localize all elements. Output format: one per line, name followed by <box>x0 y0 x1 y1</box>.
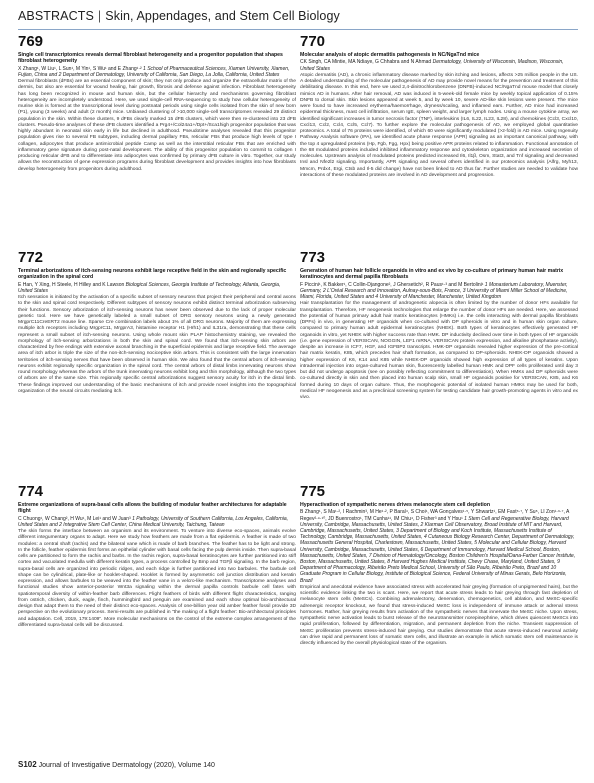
abstract-770 <box>300 34 578 238</box>
header-rule <box>18 29 578 30</box>
abstract-773 <box>300 250 578 474</box>
running-header: ABSTRACTS | Skin, Appendages, and Stem Cell Biology <box>18 9 340 23</box>
page-footer <box>18 760 215 769</box>
abstract-title: Extreme organizations of supra-basal cells allows the building of modular feather architectures for adaptable flight <box>18 502 287 515</box>
header-section: ABSTRACTS <box>18 9 94 23</box>
abstract-769 <box>18 34 296 238</box>
abstract-body: The skin forms the interface between an organism and its environment. To venture into diverse eco-spaces, animals evolve different integumentary organs to adapt. Here we study how feathers are made from a flat epidermis. A feather is made of two modules: a central shaft (rachis) and the bilateral vane which is made of barb branches. The feather has to be light and strong. In the follicle, feather epidermis first forms an epithelial cylinder with basal cells facing the pulp dermis inside. Then supra-basal cells are partitioned to form the rachis and barbs. In the rachis region, supra-basal keratinocytes are further partitioned into stiff cortex and vacuolated medulla with different keratin types, a process controlled by Bmp and TGFβ signaling. In the barb region, supra-basal cells are organized into periodic ridges, and each ridge is further partitioned into two barbules. The barbule cell shape can be cylindrical, plate-like or hooklet-shaped. Hooklet is formed by asymmetric cell junction distribution and keratin expression, and allows barbules to be weaved into the feather vane in a velcro-like mechanism. Transcriptome analyses and functional studies show anterior-posterior Wnt3a signaling within the dermal papilla controls barbule cell fates with spatiotemporal diversity of within-feather barb differences. Flight feathers of birds with different flight characteristics, ranging from ostrich, chicken, duck, eagle, finch, hummingbird and penguin are examined and each show optimal bio-architectural design that adapt them to the need of their distinct eco-spaces. Analysis of one-billion year old amber feather fossil provide 3D perspective on the evolutionary process. Semi-results are published in "the making of a flight feather: Bio-architectural principles and adaptation. Cell, 2019, 179:1409". More molecular mechanisms on the control of the extreme complex arrangement of the differentiated supra-basal cells will be discussed. <box>18 529 296 628</box>
header-subtitle: Skin, Appendages, and Stem Cell Biology <box>105 9 340 23</box>
abstract-authors: E Han, Y Xing, H Steele, H Hilley and K Lawson Biological Sciences, Georgia Institute of Technology, Atlanta, Georgia, United States <box>18 281 281 295</box>
abstract-number: 769 <box>18 34 44 50</box>
abstract-title: Terminal arborizations of itch-sensing neurons exhibit large receptive field in the skin and regionally specific organization in the spinal cord <box>18 268 287 281</box>
journal-citation: Journal of Investigative Dermatology (2020), Volume 140 <box>38 762 215 769</box>
abstract-number: 773 <box>300 250 326 266</box>
abstract-authors: X Zhang¹, W Liu¹, L Sun¹, M Yin¹, S Wu¹ and E Zhang¹·² 1 School of Pharmaceutical Sciences, Xiamen University, Xiamen, Fujian, China and 2 Department of Dermatology, University of California, San Diego, La Jolla, California, United States <box>18 65 290 79</box>
abstract-title: Hyperactivation of sympathetic nerves drives melanocyte stem cell depletion <box>300 502 490 508</box>
abstract-number: 770 <box>300 34 326 50</box>
abstract-authors: F Piccini¹, K Bakker¹, C Collin-Djangone², J Ghersetich², R Paus¹·³ and M Bertolini¹ 1 Monasterium Laboratory, Muenster, Germany, 2 L'Oréal Research and Innovation, Aulnay-sous-Bois, France, 3 University of Miami Miller School of Medicine, Miami, Florida, United States and 4 University of Manchester, Manchester, United Kingdom <box>300 281 568 301</box>
abstract-body: Hair transplantation for the management of androgenetic alopecia is often limited by the number of donor HFs available for transplantation. Therefore, HF neogenesis technologies that enlarge the number of donor HFs are needed. Here, we assessed the potential of human primary adult hair matrix keratinocytes (HMKs) i.e. the cells interacting with dermal papilla fibroblasts (DPFs) in vivo, in generating HF organoids when co-cultured with DP spheroids in vitro and in human skin organ culture, compared to primary human adult epidermal keratinocytes (NHEK). Both types of keratinocytes effectively generated HF organoids in vitro, yet NHEK with higher success rate than HMK. DP inductivity declined over time in both types of HF organoids (i.e. gene expression of VERSICAN, NOGGIN, LEF1 mRNA, VERSICAN protein expression, and alkaline phosphatase activity), despite an increase in ICF7, HGF, and IGFBP2 transcripts. HMK-DP organoids revealed higher expression of the pre-cortical hair matrix keratin, K85, which precedes hair shaft formation, as compared to DP-spheroids. NHEK-DP organoids showed a higher expression of K6, K14 and K85 while NHEK-DP organoids showed high expression of all types of keratins. Upon intradermal injection into organ-cultured human skin, fluorescently labelled human HMK and DPF cells proliferated until day 3 but did not undergo apoptosis (see on possibly reflecting commitment to differentiation). When HMKs and DP spheroids were co-cultured directly in skin and then placed into human scalp skin, small HF organoids positive for VERSICAN, K85, and K6 formed during 10 days of organ culture. Thus, the morphogenic potential of isolated human HMKs may be used for both, medical HF neogenesis and as a preclinical screening system for testing candidate hair growth-promoting agents in vitro and ex vivo. <box>300 301 578 401</box>
abstract-title: Single cell transcriptomics reveals dermal fibroblast heterogeneity and a progenitor population that shapes fibroblast heterogeneity <box>18 52 283 65</box>
abstract-body: Atopic dermatitis (AD), a chronic inflammatory disease marked by skin itching and lesions, affects >25 million people in the US. A detailed understanding of the molecular pathogenesis of AD may provide novel means for the prevention and treatment of this debilitating disease. In this end, here we used 2,4-dinitrochlorobenzene (DNFB)-induced NC/NgaTnd mouse model that closely mimics AD in humans. After hair removal, AD was induced in 5-week-old female mice by weekly topical application of 0.15% DNFB to dorsal skin. Skin lesions appeared at week 5, and by week 10, severe AD-like skin lesions were present. The mice were found to have increased erythema/haemorrhage, dryness/scaling, and inflamed ears. Further, AD mice had increased epidermal thickness, mast cell infiltration, serum IgE, spleen weight, and larger lymph nodes. Using a mouse cytokine array, we identified significant increases in tumor necrosis factor (TNF), interleukins (IL6, IL22, IL23, IL28), and chemokines (Ccl3, Cxcl10, Cxcl13, Ccl2, Ccl4, Ccl5, Ccl7). To further explore the molecular pathogenesis of AD, we employed global quantitative proteomics. A total of 76 proteins were identified, of which 60 were significantly modulated (>2-fold) in AD mice. Using Ingenuity Pathway Analysis software (IPA), we identified acute phase response (APR) signaling as an important canonical pathway, with the top 4 upregulated proteins (Hp, Fgb, Fgg, Hpx) being positive APR proteins related to inflammation. Functional annotation of the 68 modulated proteins included inhibited inflammatory response and cytoskeleton organization and increased secretion of molecules. Upstream analysis of modulated proteins predicted increased Il6, Il1β, Osm, Stat3, and Tnf signaling and decreased Insl and Nfe2l2 signaling. Importantly, APR signaling and several others identified in our proteomics analysis (Alfrg, Myh13, Mmcm, Prdx4, Ergi, Ctsb and Il-5 did change) have not been linked to AD thus far. Further studies are needed to validate how interactions of these modulated proteins are involved in AD development and progression. <box>300 72 578 178</box>
abstract-title: Generation of human hair follicle organoids in vitro and ex vivo by co-culture of primary human hair matrix keratinocytes and dermal papilla fibroblasts <box>300 268 564 281</box>
abstract-body: Dermal fibroblasts (dFBs) are an essential component of skin; they not only produce and organize the extracellular matrix of the dermis, but also are essential for wound healing, hair growth, fibrosis and defense against infection. Fibroblast heterogeneity has long been recognized in mouse and human skin, but the cellular hierarchy and mechanisms governing fibroblast heterogeneity are incompletely understood. Here, we used single-cell RNA-sequencing to study how cellular heterogeneity of murine skin is formed at the transcriptional level during postnatal periods using single cells isolated from the skin of new born (P1), young (3 weeks) and adult (2 month) mice. Unbiased clustering of >10,000 single-cell transcriptomes revealed 29 distinct population in the skin. Within these clusters, 9 dFBs clearly marked 15 dFB clusters, which were then re-clustered into 23 dFB clusters. Pseudo-time analyses of these dFB clusters identified a Prg4+/Col24a1+/Dpt+/Sca1high progenitor population that was highly abundant in neonatal skin early in life but declined in adulthood. Pseudotime analyses revealed that this progenitor population gives rise to several FB subtypes, including dermal papillary FBs, reticular FBs that produce high levels of type I collagen, adipocytes that produce antimicrobial peptide Camp as well as the interstitial reticular FBs that are enriched with inflammatory gene signature during post-natal development. The ability of this progenitor population to commit to collagen I producing reticular dFB and to differentiate into adipocytes was confirmed by primary dFB culture in vitro. Together, our study allows the reconstruction of gene expression programs during fibroblast development and provides insights into how fibroblasts develop heterogeneity from progenitors during adulthood. <box>18 79 296 172</box>
abstract-body: Itch sensation is initiated by the activation of a specific subset of sensory neurons that project their peripheral and central axons to the skin and spinal cord respectively. Different subtypes of sensory neurons exhibit distinct terminal arborization subserving their functions. Sensory arborization of itch-sensing neurons has never been observed due to the lack of proper molecular genetic tool. Here we have genetically labeled a small subset of DRG sensory neurons using a newly generated MrgprC11CreERT2 mouse line. Sparse Cre combination labels about 1% of all DRG neurons. Majority of them are expressing multiple itch receptors including MrgprC11, MrgprA3, histamine receptor H1 (Hrh1) and IL31ra, demonstrating that these cells represent a small subset of itch-sensing neurons. Using whole mount skin PLAP histochemistry staining, we revealed the morphology of itch-sensing arborizations in both the skin and spinal cord. We found that itch-sensing skin arbors are characterized by free endings with extensive axonal branching in the superficial epidermis and large receptive field. The average area of itch arbor is triple the size of the non-itch-sensing nociceptive skin arbors. This is consistent with the large innervation territories of itch-sensing nerves that have been observed in human skin. We also found that the central arbors of itch-sensing neurons exhibit regionally specific organization in the spinal cord. The central arbors of distal limbs innervating neurons show round morphology whereas the arbors of the trunk innervating neurons exhibit long and thin morphology, although the two types of arbors are of the same size. This regionally specific central arborizations suggest sensory acuity for itch in the distal limb. These findings improved our understanding of the basic mechanisms of itch and provide novel insights into the topographical organization of the neural circuits mediating itch. <box>18 295 296 394</box>
abstract-772 <box>18 250 296 474</box>
abstract-number: 774 <box>18 484 44 500</box>
abstract-number: 775 <box>300 484 326 500</box>
abstract-number: 772 <box>18 250 44 266</box>
abstract-authors: C Chuong¹, W Chang², H Wu¹, M Lei¹ and W Juan³ 1 Pathology, University of Southern California, Los Angeles, California, United States and 2 Integrative Stem Cell Center, China Medical University, Taichung, Taiwan <box>18 515 289 529</box>
abstract-774 <box>18 484 296 754</box>
abstract-title: Molecular analysis of atopic dermatitis pathogenesis in NC/NgaTnd mice <box>300 52 480 58</box>
page-number: S102 <box>18 760 37 769</box>
abstract-authors: B Zhang¹, S Ma¹·², I Rachmin³, M He¹·², P Baral⁴, S Choi¹, WA Gonçalves¹·⁵, Y Shwartz¹, EM Fast⁶·⁷, Y Su⁸, LI Zon¹·⁶·⁷, A Regev²·⁹·¹⁰, JD Buenrostro¹, TM Cunha¹¹, IM Chiu⁴, D Fisher³ and Y Hsu¹ 1 Stem Cell and Regenerative Biology, Harvard University, Cambridge, Massachusetts, United States, 2 Klarman Cell Observatory, Broad Institute of MIT and Harvard, Cambridge, Massachusetts, United States, 3 Department of Biology and Koch Institute, Massachusetts Institute of Technology, Cambridge, Massachusetts, United States, 4 Cutaneous Biology Research Center, Department of Dermatology, Massachusetts General Hospital, Charlestown, Massachusetts, United States, 5 Molecular and Cellular Biology, Harvard University, Cambridge, Massachusetts, United States, 6 Department of Immunology, Harvard Medical School, Boston, Massachusetts, United States, 7 Division of Hematology/Oncology, Boston Children's Hospital/Dana-Farber Cancer Institute, Boston, Massachusetts, United States, 8 Harvard Hughes Medical Institute, Chevy Chase, Maryland, United States, 9 Department of Pharmacology, Ribeirão Preto Medical School, University of São Paulo, Ribeirão Preto, Brazil and 10 Graduate Program in Cellular Biology, Institute of Biological Science, Federal University of Minas Gerais, Belo Horizonte, Brazil <box>300 509 576 584</box>
abstract-authors: CK Singh, CA Mintie, MA Ndiaye, G Chhabra and N Ahmad Dermatology, University of Wisconsin, Madison, Wisconsin, United States <box>300 59 564 72</box>
abstract-body: Empirical and anecdotal evidence have associated stress with accelerated hair greying (formation of unpigmented hairs), but the scientific evidence linking the two is scant. Here, we report that acute stress leads to hair greying through fast depletion of melanocyte stem cells (MeSCs). Combining adrenalectomy, denervation, chemogenetics, cell ablation, and MeSC-specific adrenergic receptor knockout, we found that stress-induced MeSC loss is independent of immune attack or adrenal stress hormones. Rather, hair greying results from activation of the sympathetic nerves that innervate the MeSC niche. Upon stress, sympathetic nerve activation leads to burst release of the neurotransmitter norepinephrine, which drives quiescent MeSCs into rapid proliferation, followed by differentiation, migration, and permanent depletion from the niche. Transient suppression of MeSC proliferation prevents stress-induced hair greying. Our studies demonstrate that acute stress-induced neuronal activity can drive rapid and permanent loss of somatic stem cells, and illustrate an example in which somatic stem cell maintenance is directly influenced by the overall physiological state of the organism. <box>300 584 578 647</box>
abstract-775 <box>300 484 578 754</box>
